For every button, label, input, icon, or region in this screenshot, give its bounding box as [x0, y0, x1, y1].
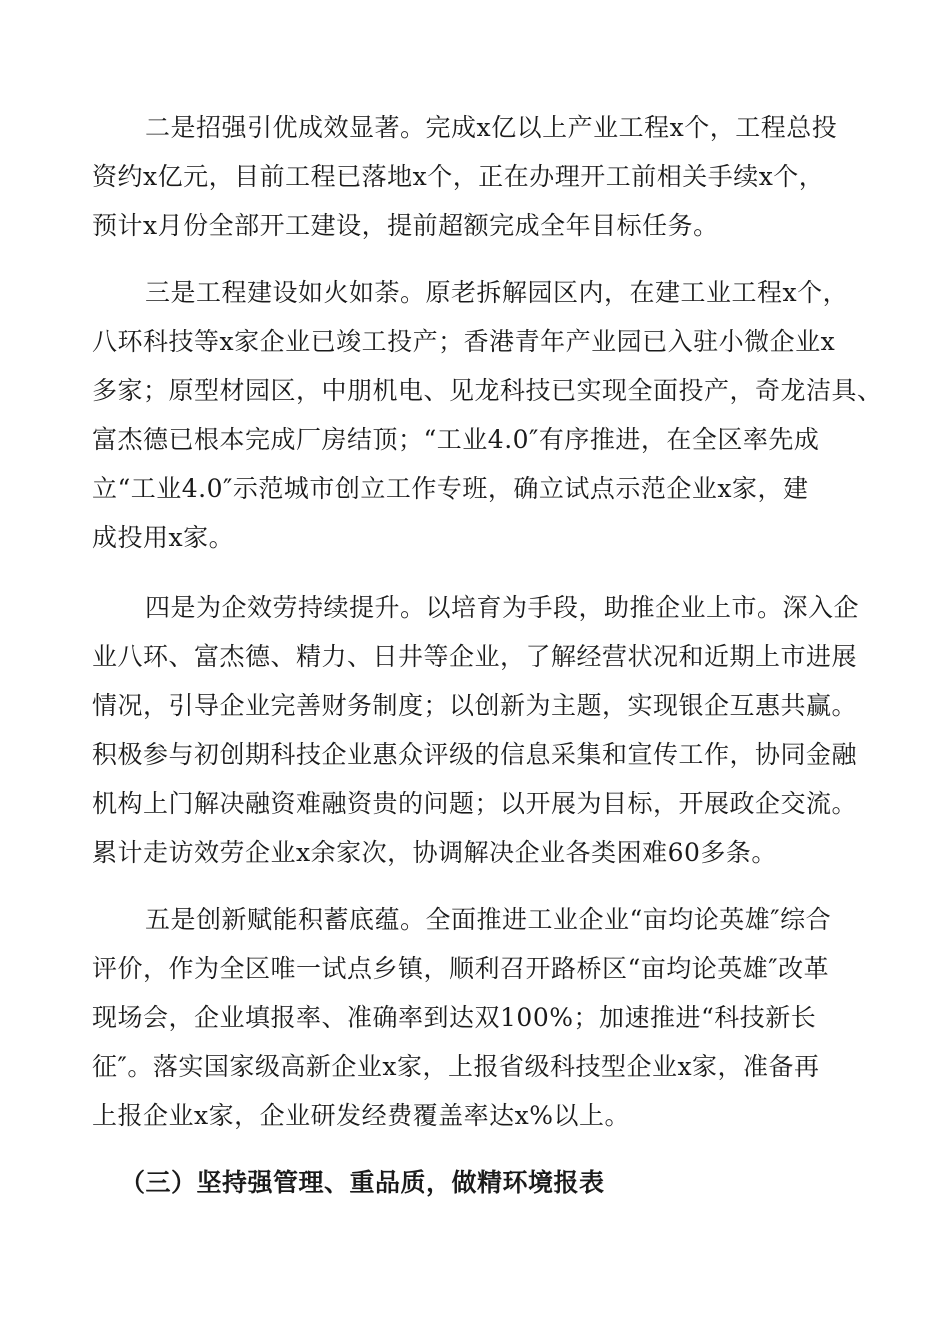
text-line: 立“工业4.0″示范城市创立工作专班，确立试点示范企业x家，建	[92, 474, 809, 503]
text-line: 累计走访效劳企业x余家次，协调解决企业各类困难60多条。	[92, 838, 777, 867]
text-line: 评价，作为全区唯一试点乡镇，顺利召开路桥区“亩均论英雄″改革	[92, 954, 830, 983]
text-line: 成投用x家。	[92, 523, 235, 552]
section-heading: （三）坚持强管理、重品质，做精环境报表	[120, 1168, 605, 1197]
text-line: 征″。落实国家级高新企业x家，上报省级科技型企业x家，准备再	[92, 1052, 820, 1081]
text-line: 情况，引导企业完善财务制度；以创新为主题，实现银企互惠共赢。	[92, 691, 858, 720]
text-line: 机构上门解决融资难融资贵的问题；以开展为目标，开展政企交流。	[92, 789, 858, 818]
text-line: 二是招强引优成效显著。完成x亿以上产业工程x个，工程总投	[145, 113, 838, 142]
text-line: 五是创新赋能积蓄底蕴。全面推进工业企业“亩均论英雄″综合	[145, 905, 832, 934]
text-line: 三是工程建设如火如荼。原老拆解园区内，在建工业工程x个，	[145, 278, 849, 307]
text-line: 四是为企效劳持续提升。以培育为手段，助推企业上市。深入企	[145, 593, 860, 622]
text-line: 富杰德已根本完成厂房结顶；“工业4.0″有序推进，在全区率先成	[92, 425, 820, 454]
text-line: 业八环、富杰德、精力、日井等企业，了解经营状况和近期上市进展	[92, 642, 858, 671]
text-line: 资约x亿元，目前工程已落地x个，正在办理开工前相关手续x个，	[92, 162, 825, 191]
text-line: 现场会，企业填报率、准确率到达双100%；加速推进“科技新长	[92, 1003, 817, 1032]
text-line: 多家；原型材园区，中朋机电、见龙科技已实现全面投产，奇龙洁具、	[92, 376, 883, 405]
text-line: 八环科技等x家企业已竣工投产；香港青年产业园已入驻小微企业x	[92, 327, 836, 356]
text-line: 积极参与初创期科技企业惠众评级的信息采集和宣传工作，协同金融	[92, 740, 858, 769]
text-line: 上报企业x家，企业研发经费覆盖率达x%以上。	[92, 1101, 630, 1130]
text-line: 预计x月份全部开工建设，提前超额完成全年目标任务。	[92, 211, 719, 240]
